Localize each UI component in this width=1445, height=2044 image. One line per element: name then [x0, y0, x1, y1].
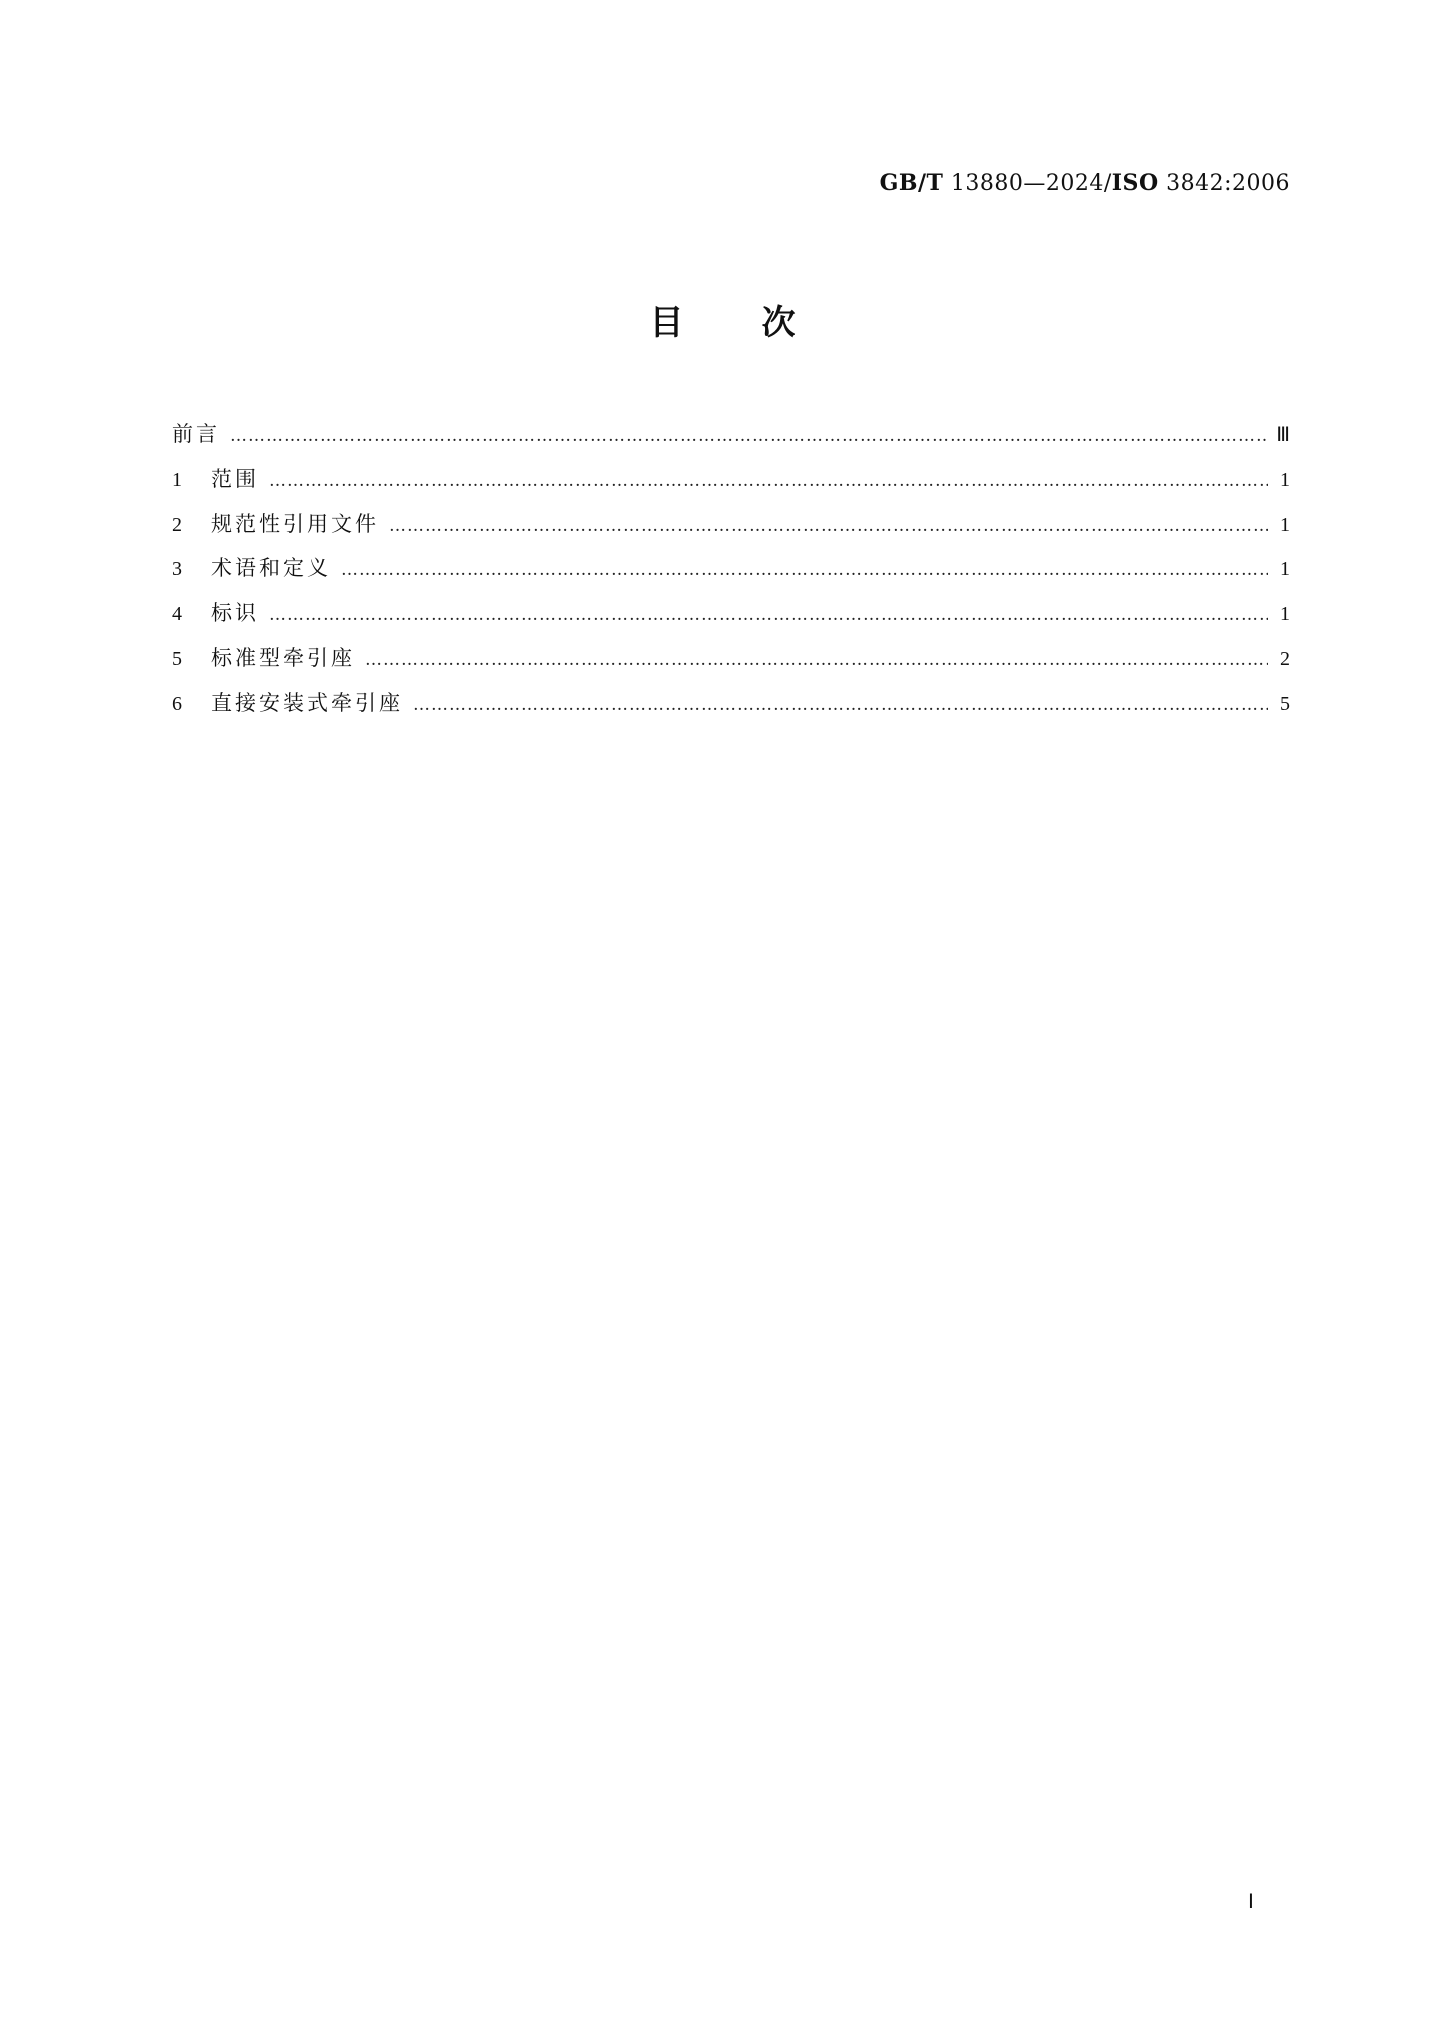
iso-code: 3842:2006	[1158, 171, 1290, 196]
toc-entry-page: 1	[1280, 603, 1290, 626]
standard-code: 13880—2024/	[943, 171, 1112, 196]
toc-entry-number: 6	[172, 692, 182, 715]
toc-entry-page: 1	[1280, 558, 1290, 581]
page-title: 目次	[649, 303, 874, 343]
toc-entry-terms-definitions[interactable]	[172, 546, 1290, 591]
toc-entry-page: 1	[1280, 468, 1290, 491]
toc-entry-number: 2	[172, 513, 182, 536]
toc-entry-title: 标准型牵引座	[211, 645, 355, 670]
iso-prefix: ISO	[1111, 170, 1159, 196]
toc-entry-number: 1	[172, 468, 182, 491]
dot-leader	[389, 504, 1268, 549]
dot-leader	[269, 593, 1268, 638]
toc-entry-title: 直接安装式牵引座	[211, 690, 403, 715]
toc-entry-normative-references[interactable]	[172, 502, 1290, 547]
toc-entry-page: 2	[1280, 647, 1290, 670]
toc-entry-marking[interactable]	[172, 591, 1290, 636]
toc-entry-title: 规范性引用文件	[211, 511, 379, 536]
toc-entry-title: 前言	[172, 422, 220, 446]
toc-entry-page: 1	[1280, 513, 1290, 536]
toc-entry-scope[interactable]	[172, 457, 1290, 502]
table-of-contents	[172, 412, 1290, 726]
dot-leader	[341, 548, 1268, 593]
toc-entry-title: 术语和定义	[211, 556, 331, 581]
toc-entry-direct-mount-fifth-wheel[interactable]	[172, 681, 1290, 726]
toc-entry-number: 3	[172, 558, 182, 581]
dot-leader	[269, 459, 1268, 504]
toc-entry-number: 5	[172, 647, 182, 670]
toc-entry-title: 范围	[211, 466, 259, 491]
toc-entry-page: Ⅲ	[1276, 424, 1290, 446]
dot-leader	[230, 414, 1268, 459]
standard-prefix: GB/T	[879, 170, 944, 196]
toc-entry-title: 标识	[211, 601, 259, 626]
toc-entry-foreword[interactable]	[172, 412, 1290, 457]
dot-leader	[413, 683, 1268, 728]
toc-entry-standard-fifth-wheel[interactable]	[172, 636, 1290, 681]
standard-number-header	[880, 170, 1290, 196]
dot-leader	[365, 638, 1268, 683]
toc-entry-number: 4	[172, 603, 182, 626]
page-number: Ⅰ	[1248, 1891, 1254, 1913]
toc-entry-page: 5	[1280, 692, 1290, 715]
